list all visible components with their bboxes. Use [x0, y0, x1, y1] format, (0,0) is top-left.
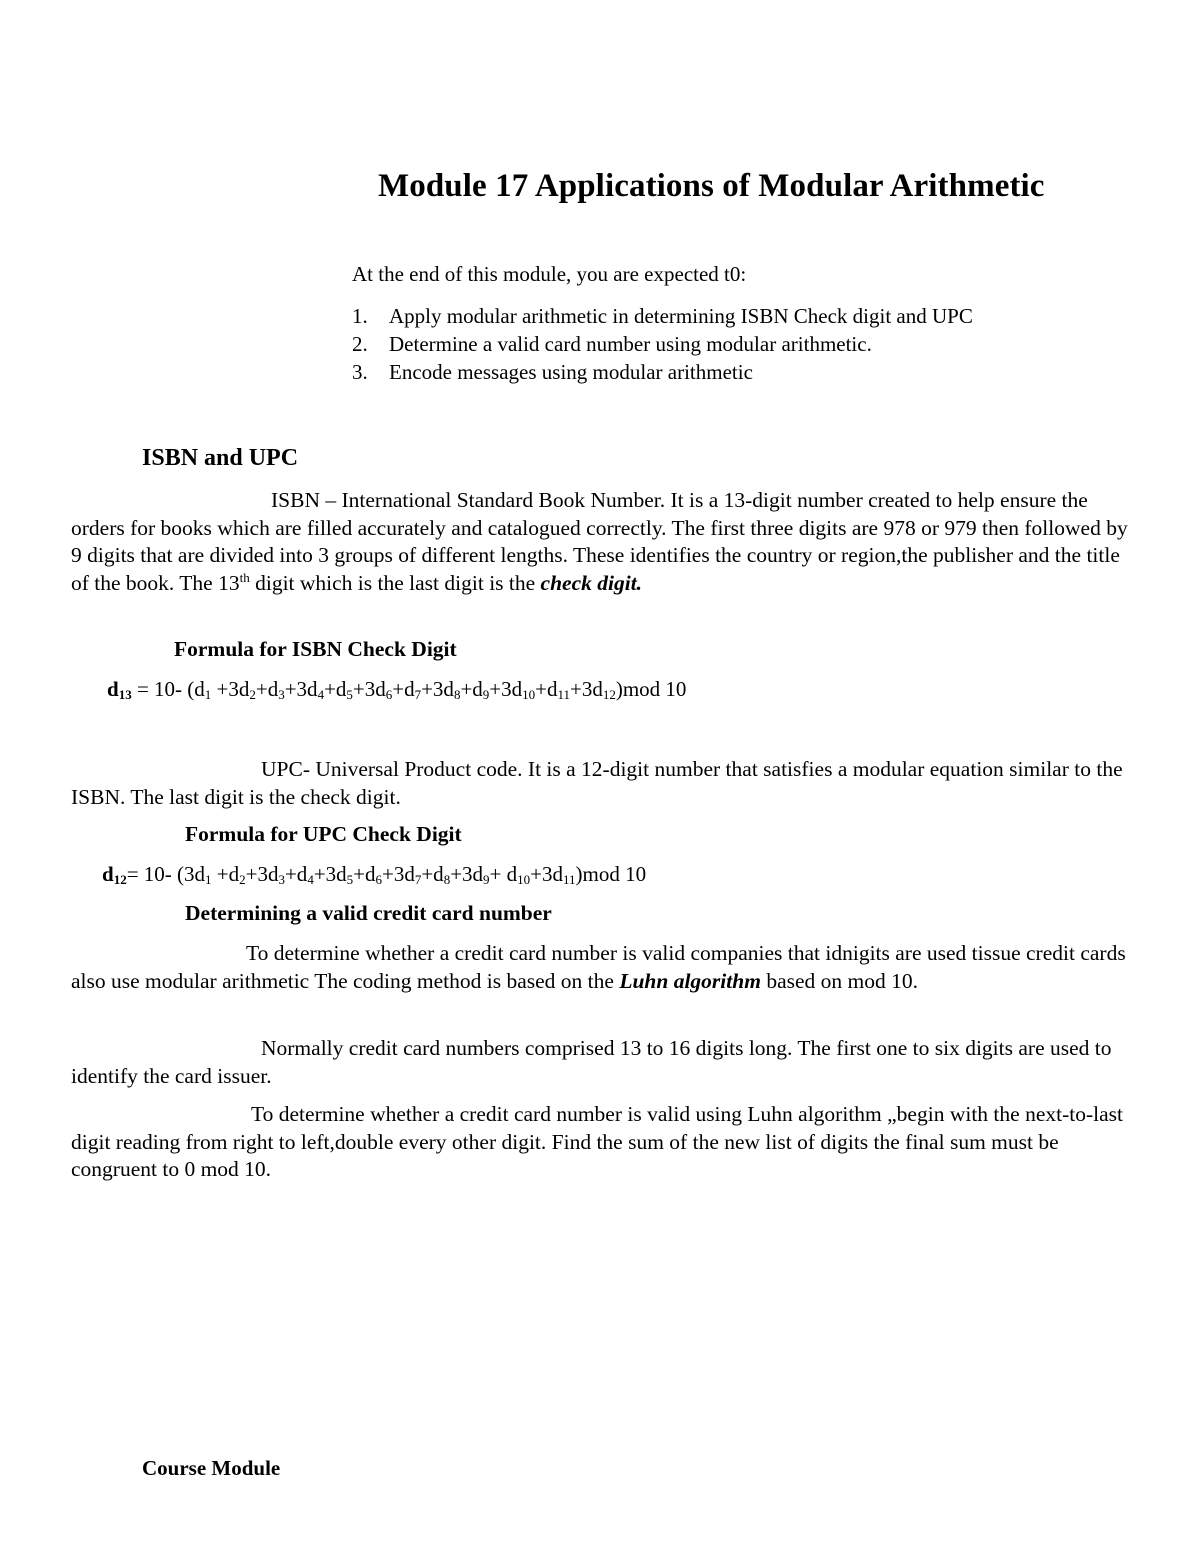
list-item: 1. Apply modular arithmetic in determining ISBN Check digit and UPC	[352, 304, 973, 328]
list-item: 2. Determine a valid card number using modular arithmetic.	[352, 332, 872, 356]
upc-formula: $d_{12}= 10-$ $(3d_1 +d_2+3d_3+d_4+3d_5+d_6+3d_7+d_8+3d_9+ d_{10}+3d_{11})mod$ 10	[102, 862, 647, 887]
credit-paragraph-3: To determine whether a credit card number is valid using Luhn algorithm „begin with the next-to-last digit reading from right to left,double every other digit. Find the sum of the new list of digits the final sum must be congruent to 0 mod 10.	[71, 1102, 1123, 1181]
luhn-emphasis: Luhn algorithm	[619, 968, 761, 993]
page-title: Module 17 Applications of Modular Arithmetic	[378, 168, 1045, 204]
isbn-formula-heading: Formula for ISBN Check Digit	[174, 637, 457, 661]
objectives-intro: At the end of this module, you are expected t0:	[352, 262, 747, 286]
list-item: 3. Encode messages using modular arithmetic	[352, 360, 753, 384]
isbn-paragraph: ISBN – International Standard Book Number. It is a 13-digit number created to help ensure the orders for books which are filled accurately and catalogued correctly. The first three digits are 978 or 979 then followed by 9 digits that are divided into 3 groups of different lengths. These identifies the country or region,the publisher and the title of the book. The 13th digit which is the last digit is the check digit.	[71, 488, 1128, 595]
section-heading-isbn-upc: ISBN and UPC	[142, 445, 299, 471]
credit-card-heading: Determining a valid credit card number	[185, 901, 552, 925]
upc-formula-heading: Formula for UPC Check Digit	[185, 822, 462, 846]
check-digit-emphasis: check digit.	[540, 570, 643, 595]
credit-paragraph-2: Normally credit card numbers comprised 13 to 16 digits long. The first one to six digits are used to identify the card issuer.	[71, 1036, 1112, 1088]
credit-paragraph-1: To determine whether a credit card number is valid companies that idnigits are used tissue credit cards also use modular arithmetic The coding method is based on the Luhn algorithm based on mod 10.	[71, 941, 1126, 993]
upc-paragraph: UPC- Universal Product code. It is a 12-digit number that satisfies a modular equation similar to the ISBN. The last digit is the check digit.	[71, 757, 1123, 809]
isbn-formula: $d_{13} = 10-$ $(d_1 +3d_2+d_3+3d_4+d_5+3d_6+d_7+3d_8+d_9+3d_{10}+d_{11}+3d_{12})mod$ 10	[107, 677, 687, 702]
page-footer: Course Module	[142, 1456, 281, 1480]
objectives-list	[352, 302, 973, 386]
